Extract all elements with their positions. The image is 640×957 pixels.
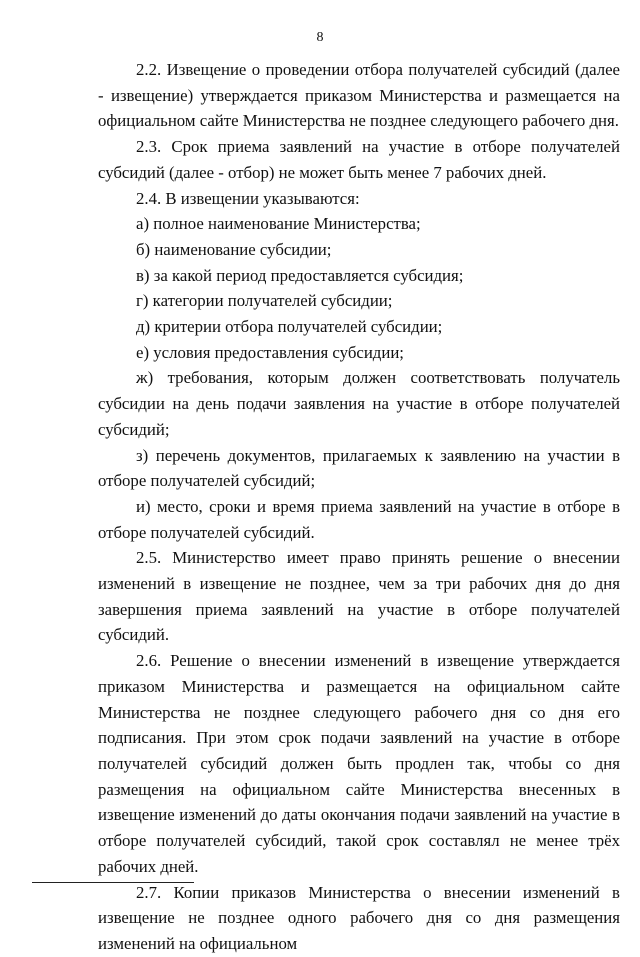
list-item-a: а) полное наименование Министерства; — [136, 214, 421, 234]
list-item-d: д) критерии отбора получателей субсидии; — [136, 317, 443, 337]
list-item-g: г) категории получателей субсидии; — [136, 291, 393, 311]
list-item-b: б) наименование субсидии; — [136, 239, 332, 259]
paragraph-2-7: 2.7. Копии приказов Министерства о внесении изменений в извещение не позднее одного рабочего дня со дня размещения изменений на официальном — [98, 882, 620, 953]
list-item-zh: ж) требования, которым должен соответствовать получатель субсидии на день подачи заявления на участие в отборе получателей субсидий; — [98, 368, 620, 439]
paragraph-2-3: 2.3. Срок приема заявлений на участие в отборе получателей субсидий (далее - отбор) не может быть менее 7 рабочих дней. — [98, 137, 620, 182]
paragraph-2-4: 2.4. В извещении указываются: — [136, 188, 360, 208]
list-item-v: в) за какой период предоставляется субсидия; — [136, 265, 464, 285]
list-item-i: и) место, сроки и время приема заявлений на участие в отборе в отборе получателей субсидий. — [98, 496, 620, 542]
document-body — [98, 57, 620, 957]
paragraph-2-2: 2.2. Извещение о проведении отбора получателей субсидий (далее - извещение) утверждается приказом Министерства и размещается на официальном сайте Министерства не позднее следующего рабочего дня. — [98, 60, 620, 131]
paragraph-2-6: 2.6. Решение о внесении изменений в извещение утверждается приказом Министерства и размещается на официальном сайте Министерства не позднее следующего рабочего дня со дня его подписания. При этом срок подачи заявлений на участие в отборе получателей субсидий должен быть продлен так, чтобы со дня размещения на официальном сайте Министерства внесенных в извещение изменений до даты окончания подачи заявлений на участие в отборе получателей субсидий, такой срок составлял не менее трёх рабочих дней. — [98, 651, 620, 876]
paragraph-2-5: 2.5. Министерство имеет право принять решение о внесении изменений в извещение не позднее, чем за три рабочих дня до дня завершения приема заявлений на участие в отборе получателей субсидий. — [98, 548, 620, 645]
footnote-separator — [32, 882, 194, 883]
list-item-e: е) условия предоставления субсидии; — [136, 342, 404, 362]
page-number: 8 — [316, 30, 324, 45]
list-item-z: з) перечень документов, прилагаемых к заявлению на участии в отборе получателей субсидий; — [98, 445, 620, 491]
